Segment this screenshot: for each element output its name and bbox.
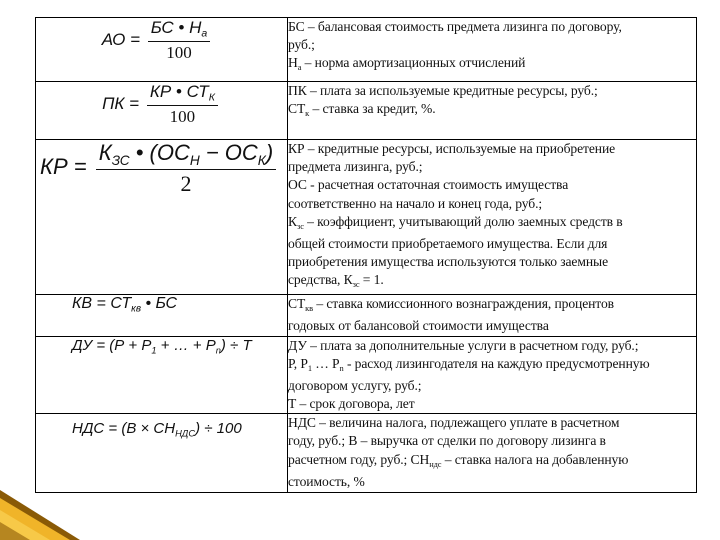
table-row (36, 140, 697, 295)
description-line: $К_{зс}$ – коэффициент, учитывающий долю заемных средств в (288, 213, 623, 231)
description-cell (288, 294, 697, 336)
formula-kv: КВ = $СТ_{кв}$ • БС (72, 294, 178, 314)
formula-cell (36, 140, 288, 295)
description-line: договором услугу, руб.; (288, 377, 422, 393)
formula-cell (36, 294, 288, 336)
description-line: ПК – плата за используемые кредитные ресурсы, руб.; (288, 83, 598, 98)
description-line: $СТ_{кв}$ – ставка комиссионного вознаграждения, процентов (288, 295, 614, 313)
formula-nds: НДС = $(В \times СН_{НДС}) \div 100$ (72, 420, 242, 439)
description-line: $Н_а$ – норма амортизационных отчислений (288, 55, 526, 73)
table-row (36, 294, 697, 336)
formula-ao: АО = $\frac{БС • Н_а}{100}$ (102, 18, 214, 63)
description-cell (288, 414, 697, 493)
description-cell (288, 336, 697, 414)
formula-table (35, 17, 697, 493)
description-line: ОС - расчетная остаточная стоимость имущества (288, 177, 569, 193)
description-line: году, руб.; В – выручка от сделки по договору лизинга в (288, 433, 606, 449)
description-cell (288, 18, 697, 82)
description-line: средства, $К_{зс} = 1$. (288, 272, 384, 290)
description-line: расчетном году, руб.; $СН_{ндс}$ – ставка налога на добавленную (288, 451, 629, 469)
description-line: приобретения имущества используются только заемные (288, 254, 609, 270)
description-cell (288, 82, 697, 140)
description-line: НДС – величина налога, подлежащего уплате в расчетном (288, 415, 620, 431)
description-line: соответственно на начало и конец года, руб.; (288, 195, 543, 211)
description-line: Т – срок договора, лет (288, 396, 415, 412)
description-line: руб.; (288, 37, 315, 53)
description-line: общей стоимости приобретаемого имущества. Если для (288, 235, 608, 251)
table-row (36, 414, 697, 493)
table-row (36, 18, 697, 82)
formula-cell (36, 414, 288, 493)
description-line: БС – балансовая стоимость предмета лизинга по договору, (288, 19, 622, 34)
table-row (36, 82, 697, 140)
description-cell (288, 140, 697, 295)
description-line: $СТ_к$ – ставка за кредит, %. (288, 101, 436, 119)
formula-kr: КР = $\frac{К_{ЗС} • (ОС_Н - ОС_К)}{2}$ (40, 140, 279, 197)
description-line: КР – кредитные ресурсы, используемые на приобретение (288, 141, 616, 156)
description-line: ДУ – плата за дополнительные услуги в расчетном году, руб.; (288, 337, 639, 353)
description-line: стоимость, % (288, 473, 365, 489)
formula-cell (36, 18, 288, 82)
table-row (36, 336, 697, 414)
description-line: годовых от балансовой стоимости имущества (288, 317, 549, 333)
formula-du: ДУ = ($Р + Р_1$ + … + $Р_n) \div Т$ (72, 336, 252, 355)
description-line: предмета лизинга, руб.; (288, 159, 423, 175)
formula-pk: ПК = $\frac{КР • СТ_К}{100}$ (102, 82, 221, 127)
formula-cell (36, 336, 288, 414)
formula-cell (36, 82, 288, 140)
description-line: Р, $Р_1$ … $Р_n$ - расход лизингодателя на каждую предусмотренную (288, 355, 650, 373)
